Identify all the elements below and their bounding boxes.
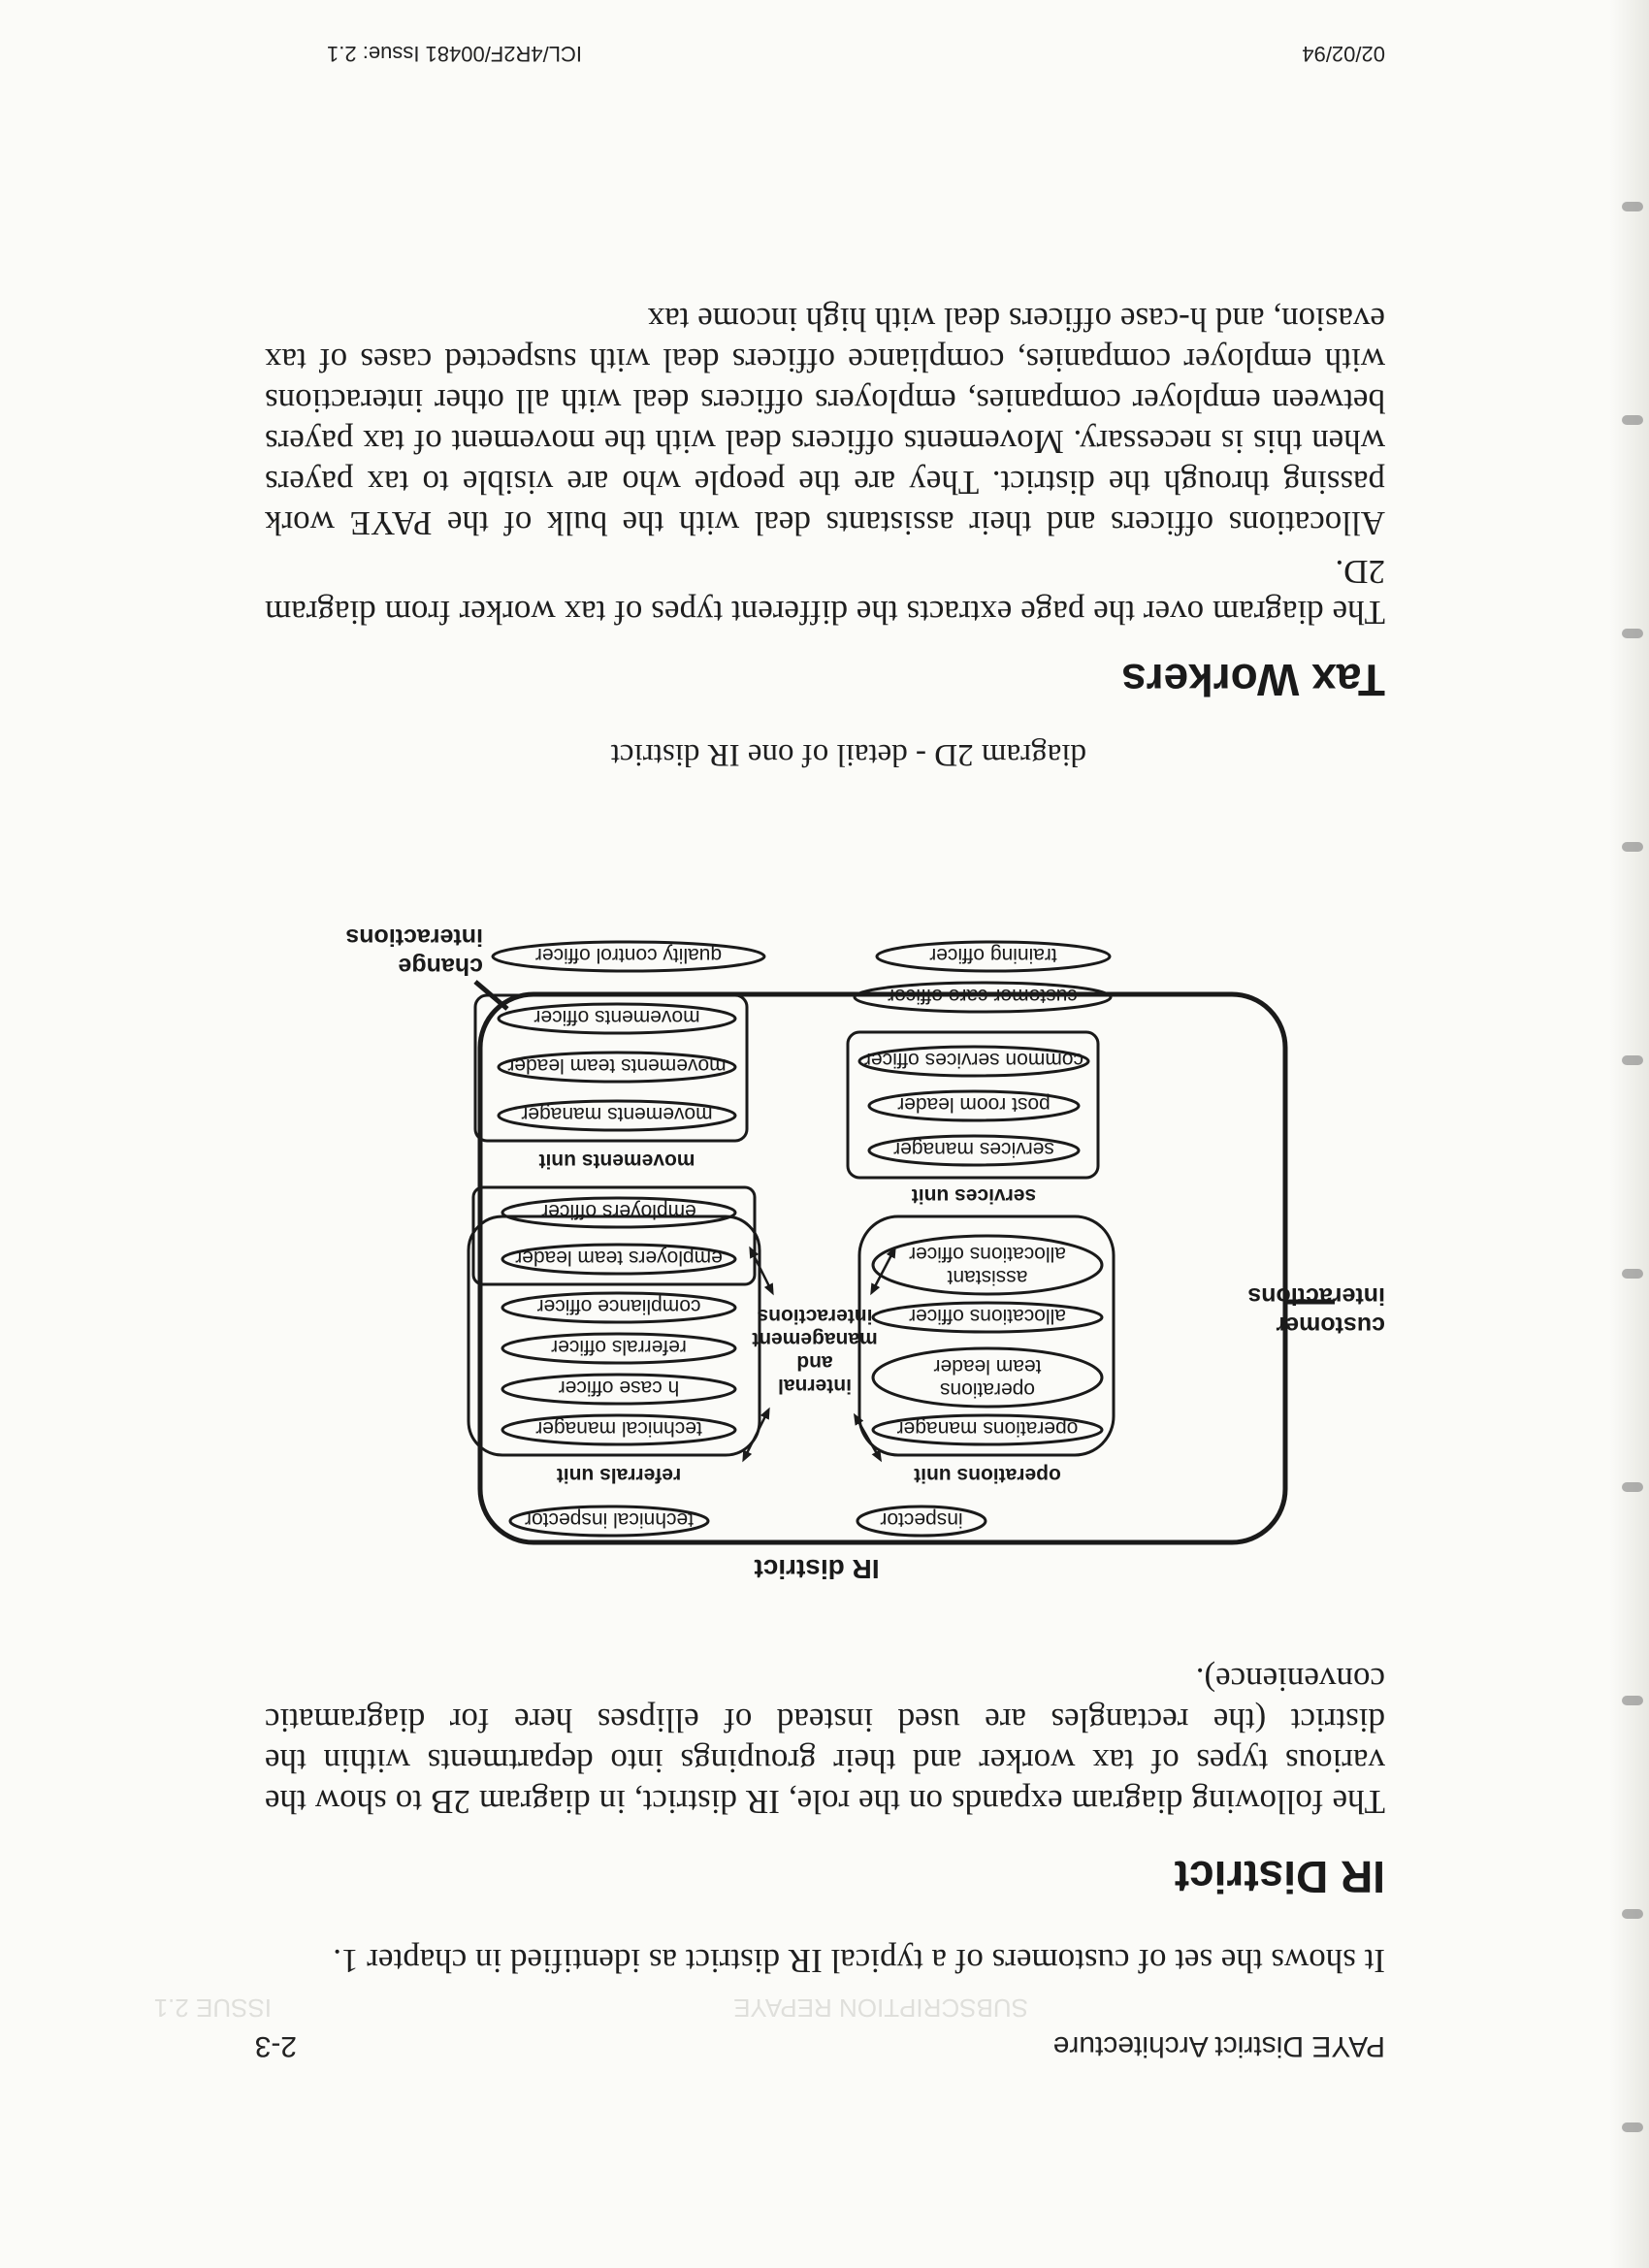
role-h-case-officer: h case officer bbox=[558, 1377, 680, 1399]
section-heading-ir-district: IR District bbox=[1174, 1852, 1385, 1902]
role-operations-manager: operations manager bbox=[896, 1417, 1079, 1440]
page-number: 2-3 bbox=[254, 2030, 297, 2062]
intro-paragraph: It shows the set of customers of a typical IR district as identified in chapter 1. bbox=[333, 1942, 1385, 1980]
center-label-line4: interactions bbox=[757, 1305, 873, 1327]
center-label-line3: management bbox=[752, 1328, 878, 1350]
binding-hole bbox=[1622, 1269, 1643, 1279]
binding-hole bbox=[1622, 1482, 1643, 1492]
footer-reference: ICL/4R2F/00481 Issue: 2.1 bbox=[327, 42, 582, 66]
role-operations-team-leader-line2: team leader bbox=[933, 1355, 1042, 1377]
binding-hole bbox=[1622, 842, 1643, 852]
role-referrals-officer: referrals officer bbox=[551, 1336, 687, 1358]
diagram-title: IR district bbox=[754, 1554, 880, 1584]
customer-callout-line2: interactions bbox=[1247, 1282, 1385, 1310]
tax-workers-paragraph-1: The diagram over the page extracts the different types of tax worker from diagram 2D. bbox=[265, 553, 1385, 632]
role-operations-team-leader: operations bbox=[939, 1378, 1036, 1401]
role-services-manager: services manager bbox=[893, 1138, 1054, 1160]
binding-hole bbox=[1622, 415, 1643, 425]
role-movements-officer: movements officer bbox=[534, 1006, 700, 1028]
role-assistant-allocations-officer-line2: allocations officer bbox=[909, 1243, 1066, 1265]
customer-care-officer-label: customer care officer bbox=[888, 985, 1078, 1007]
role-assistant-allocations-officer: assistant bbox=[947, 1266, 1028, 1288]
bleed-through-text: ISSUE 2.1 bbox=[153, 1993, 272, 2023]
referrals-unit-label: referrals unit bbox=[556, 1464, 682, 1486]
role-post-room-leader: post room leader bbox=[897, 1093, 1051, 1116]
section-heading-tax-workers: Tax Workers bbox=[1121, 655, 1385, 705]
customer-callout-line1: customer bbox=[1276, 1312, 1385, 1339]
ir-district-paragraph: The following diagram expands on the role, IR district, in diagram 2B to show the various types of tax worker and their groupings into departments within the district (the rectangles are used instead of ellipses here for diagramatic convenience). bbox=[265, 1661, 1385, 1821]
binding-hole bbox=[1622, 202, 1643, 211]
operations-unit-label: operations unit bbox=[914, 1464, 1061, 1486]
change-callout-line1: change bbox=[398, 953, 483, 980]
role-allocations-officer: allocations officer bbox=[909, 1305, 1066, 1327]
diagram-caption: diagram 2D - detail of one IR district bbox=[610, 737, 1086, 772]
arrow-to-operations bbox=[857, 1418, 879, 1457]
document-title: PAYE District Architecture bbox=[1052, 2030, 1385, 2062]
footer-date: 02/02/94 bbox=[1302, 42, 1385, 66]
role-common-services-officer: common services officer bbox=[863, 1049, 1084, 1071]
binding-hole bbox=[1622, 1055, 1643, 1065]
binding-edge bbox=[1610, 0, 1649, 2268]
role-movements-team-leader: movements team leader bbox=[507, 1054, 727, 1077]
binding-hole bbox=[1622, 1696, 1643, 1705]
center-label-line1: internal bbox=[778, 1375, 852, 1397]
binding-hole bbox=[1622, 1909, 1643, 1919]
binding-hole bbox=[1622, 2122, 1643, 2132]
inspector-label: inspector bbox=[880, 1508, 963, 1531]
center-label-line2: and bbox=[796, 1351, 833, 1374]
services-unit-label: services unit bbox=[911, 1184, 1037, 1207]
technical-inspector-label: technical inspector bbox=[525, 1508, 694, 1531]
movements-unit-label: movements unit bbox=[538, 1150, 695, 1172]
diagram-2d bbox=[260, 632, 1385, 1603]
role-compliance-officer: compliance officer bbox=[536, 1295, 701, 1317]
tax-workers-paragraph-2: Allocations officers and their assistants deal with the bulk of the PAYE work passing through the district. They are the people who are visible to tax payers when this is necessary. Movements officers deal with the movement of tax payers between employer companies, employers officers deal with all other interactions with employer companies, compliance officers deal with suspected cases of tax evasion, and h-case officers deal with high income tax bbox=[265, 301, 1385, 542]
role-employers-officer: employers officer bbox=[541, 1200, 696, 1222]
role-movements-manager: movements manager bbox=[521, 1103, 713, 1125]
change-callout-line2: interactions bbox=[345, 923, 483, 951]
quality-control-officer-label: quality control officer bbox=[534, 944, 723, 966]
arrow-to-referrals bbox=[745, 1412, 767, 1457]
role-technical-manager: technical manager bbox=[535, 1417, 702, 1440]
training-officer-label: training officer bbox=[929, 944, 1057, 966]
binding-hole bbox=[1622, 629, 1643, 638]
role-employers-team-leader: employers team leader bbox=[515, 1247, 723, 1269]
bleed-through-text: SUBSCRIPTION REPAYE bbox=[733, 1993, 1028, 2023]
